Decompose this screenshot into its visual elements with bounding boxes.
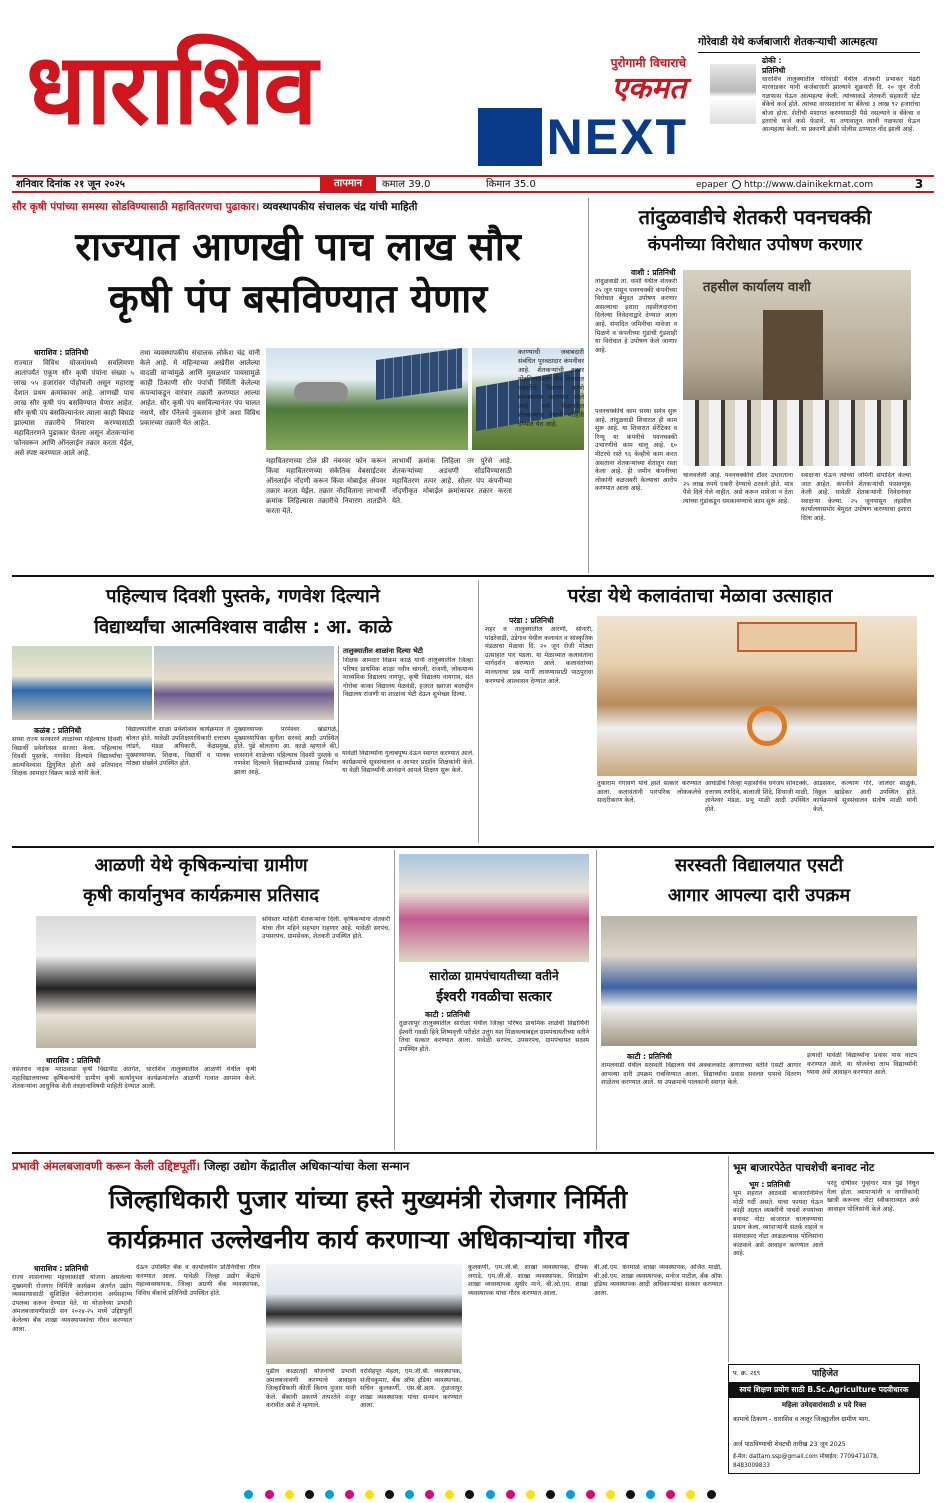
registration-dot: [506, 1490, 515, 1499]
school-side-box: [338, 646, 474, 748]
market-dateline: भूम : प्रतिनिधी: [749, 1180, 791, 1189]
collector-col-4: नरसिंहपूर मेहता, एम.जी.बी. व्यवस्थापक, संजीवकुमार, बँक ऑफ इंडिया व्यवस्थापक, सचिन कुलकर्णी, एस.बी.आय. तुळजापूर शाखा व्यवस्थापक यांचा सन्मान करण्यात आला.: [360, 1368, 462, 1410]
temperature-max: कमाल 39.0: [382, 179, 431, 190]
registration-dot: [405, 1490, 414, 1499]
collector-dateline: धाराशिव : प्रतिनिधी: [34, 1264, 89, 1273]
divider: [12, 1152, 934, 1154]
school-photo-1: [12, 646, 152, 720]
right-text-1: तांदुळवाडी ता. वाशी येथील शेतकरी २५ जून पासून पवनचक्की कंपनीच्या विरोधात बेमुदत उपोषण करणार असल्याचा इशारा तहसीलदारांना दिलेल्या निवेदनाद्वारे देण्यात आला आहे. संपादित जमिनीचा मावेजा न मिळणे व कंपनीच्या गुंडांची गुंडशाही या विरोधात हे उपोषण केले जाणार आहे.: [595, 278, 677, 354]
lead-col-2: तथा व्यवस्थापकीय संचालक लोकेश चंद्र यांनी केले आहे. मे महिन्याच्या अखेरीस आलेल्या वादळी वाऱ्यांमुळे आणि मुसळधार पावसामुळे काही ठिकाणी सौर पंपांची निर्मिती केलेल्या कंपन्यांकडून वारंवार तक्रारी करण्यात आल्या आहेत. सौर कृषी पंप बसविल्यानंतर पंप चालत नसणे, सौर पॅनेलचे नुकसान होणे अशा विविध प्रकारच्या तक्रारी येत आहेत.: [140, 349, 260, 427]
registration-dot: [285, 1490, 294, 1499]
school-side-text: शिक्षक आमदार विक्रम काळे यांनी तालुक्यातील जिल्हा परिषद प्राथमिक शाळा नवीन चांगली, रांजणी, लोकमान्य माध्यमिक विद्यालय नागपूर, कृषी विद्यालय नायगाव, संत गोरोबा काका विद्यालय येळवंडी, हजरत ख्वाजा बदरुद्दीन विद्यालय रांजणी या शाळांना भेटी देऊन शुभेच्छा दिल्या.: [343, 657, 473, 699]
registration-dot: [566, 1490, 575, 1499]
saroli-headline-2: ईश्वरी गवळीचा सत्कार: [436, 989, 552, 1005]
lead-headline-1: राज्यात आणखी पाच लाख सौर: [75, 225, 521, 270]
crowd-shape: [683, 400, 911, 466]
registration-dot: [305, 1490, 314, 1499]
masthead-brand: एकमत: [611, 71, 686, 106]
collector-col-1: राज्य शासनाच्या महत्त्वाकांक्षी योजना असलेल्या मुख्यमंत्री रोजगार निर्मिती कार्यक्रम अंतर्गत उद्योग व्यवसायासाठी सुशिक्षित बेरोजगारांना अर्थसहाय्य उपलब्ध करून देण्यात येते. या योजनेच्या प्रभावी अंमलबजावणीसाठी सन २०२४-२५ मध्ये उद्दिष्टपूर्ती केलेल्या बँक शाखा व्यवस्थापकांचा गौरव करण्यात आला.: [12, 1274, 132, 1333]
right-headline-2: कंपनीच्या विरोधात उपोषण करणार: [647, 235, 863, 255]
tehsil-office-photo: [683, 270, 911, 466]
lead-col-3: महावितरणच्या टोल फ्री नंबरवर फोन करून किंवा महावितरणच्या संकेतिक वेबसाईटवर ऑनलाईन नोंदणी करून किंवा मोबाईल ॲपवर तक्रार करता येईल. तक्रार नोंदविताना लाभार्थी क्रमांक लिहिल्यास तक्रारीचे निवारण तातडीने करता येते.: [266, 457, 386, 515]
paranda-dateline: परंडा : प्रतिनिधी: [509, 616, 554, 625]
collector-kicker-black: जिल्हा उद्योग केंद्रातील अधिकाऱ्यांचा केला सन्मान: [203, 1159, 410, 1173]
school-headline-2: विद्यार्थ्यांचा आत्मविश्वास वाढीस : आ. काळे: [94, 617, 392, 638]
paranda-caption-2: आघाडीचे जिल्हा महासचिव धनंजय सोनटक्के, दत्तात्रय रणदिवे, बालाजी शिंदे, शिवाजी माळी, ज्ञानेश्वर मंडळ, प्रभू माळी आदी उपस्थित होते.: [705, 780, 809, 813]
saroli-text: तुळजापूर तालुक्यातील सारोळा येथील जिल्हा परिषद प्राथमिक शाळेची विद्यार्थिनी ईश्वरी गवळी हिने शिष्यवृत्ती परीक्षेत उत्तुंग यश मिळवल्याबद्दल ग्रामपंचायतीच्या वतीने तिचा सत्कार करण्यात आला. यावेळी सरपंच, उपसरपंच, ग्रामपंचायत सदस्य उपस्थित होते.: [399, 1020, 589, 1053]
top-right-text: धाराशिव तालुक्यातील गोरेवाडी येथील शेतकरी प्रभाकर पंढरी मारवाडकर यांनी कर्जबाजारी झाल्याने शुक्रवारी दि. २० जून रोजी गळफास घेऊन आत्महत्या केली. त्यांच्याकडे शेतकरी सहकारी स्टेट बँकेचे कर्ज होते. त्यांच्या वारसदारांना या बँकेचा ३ लाख ९२ हजारांचा बोजा होता. शेतीची मशागत करण्यासाठी पैसे नसल्याने व बँकेचा व इतरांचे कर्ज कसे फेडावे, या तणावातून त्यांनी गळफास घेऊन आत्महत्या केली. या प्रकरणी ढोकी पोलीस ठाण्यात नोंद झाली आहे.: [762, 76, 920, 134]
school-side-head: तालुक्यातील शाळांना दिल्या भेटी: [343, 647, 423, 655]
school-dateline: कळंब : प्रतिनिधी: [34, 726, 82, 735]
right-text-4: स्वाक्षऱ्या घेऊन त्यांच्या जमिनी संपादित केल्या जात आहेत. कंपनीने शेतकऱ्यांची फसवणूक केली आहे. यावेळी शेतकऱ्यांनी निवेदनावर स्वाक्षऱ्या केल्या. २५ जूनपासून तहसील कार्यालयासमोर बेमुदत उपोषण करण्याचा इशारा दिला आहे.: [801, 472, 911, 522]
agri-headline-2: कृषी कार्यानुभव कार्यक्रमास प्रतिसाद: [83, 885, 319, 906]
job-ad-line-4: अर्ज पाठविण्याची शेवटची तारीख 23 जून 2025: [733, 1441, 846, 1448]
agri-story: [12, 850, 390, 1150]
registration-dot: [586, 1490, 595, 1499]
lead-dateline: धाराशिव : प्रतिनिधी: [34, 348, 89, 357]
saroli-story: [394, 850, 592, 1150]
school-col-1: सध्या राज्य सरकारने शाळांच्या पहिल्याच दिवशी विद्यार्थी प्रवेशोत्सव साजरा केला. पहिल्याच दिवशी पुस्तके, गणवेश दिल्याने विद्यार्थ्यांचा आत्मविश्वास द्विगुणित होतो असे प्रतिपादन शिक्षक आमदार विक्रम काळे यांनी केले.: [12, 736, 122, 778]
lead-headline-2: कृषी पंप बसविण्यात येणार: [108, 277, 488, 322]
registration-dot: [445, 1490, 454, 1499]
school-photo-2: [154, 646, 334, 720]
website-link[interactable]: http://www.dainikekmat.com: [744, 180, 874, 190]
masthead-title: धाराशिव: [26, 33, 316, 147]
market-text-2: परंतु दोषींवर गुन्हेगार मात्र पुढे निघून गेला होता. व्यापाऱ्यांनी व नागरिकांनी खात्री करूनच नोटा स्वीकाराव्यात असे आवाहन पोलिसांनी केले आहे.: [827, 1180, 919, 1213]
saroli-felicitation-photo: [399, 854, 589, 962]
registration-dot: [526, 1490, 535, 1499]
farmer-portrait: [710, 64, 756, 124]
paranda-text: शहर व तालुक्यातील आरणी, सोनारी, पांढरेवाडी, उंडेगाव येथील कलावंत व सांस्कृतिक मंडळाचा मेळावा दि. २० जून रोजी मोठ्या उत्साहात पार पडला. या मेळाव्यात कलावंतांना मार्गदर्शन करण्यात आले. कलावंतांच्या मानधनाचा प्रश्न मार्गी लावण्यासाठी पाठपुरावा करण्याचे आश्वासन देण्यात आले.: [485, 626, 593, 685]
registration-dot: [626, 1490, 635, 1499]
paranda-headline: परंडा येथे कलावंताचा मेळावा उत्साहात: [567, 585, 833, 607]
collector-headline-1: जिल्हाधिकारी पुजार यांच्या हस्ते मुख्यमंत्री रोजगार निर्मिती: [108, 1185, 628, 1214]
lead-kicker-red: सौर कृषी पंपांच्या समस्या सोडविण्यासाठी महावितरणचा पुढाकार।: [12, 201, 260, 213]
globe-icon: [732, 180, 741, 189]
byline: प्रतिनिधी: [762, 66, 786, 75]
issue-date: शनिवार दिनांक २१ जून २०२५: [16, 179, 125, 190]
school-col-2: विद्यालयातील शाळा प्रवेशोत्सव कार्यक्रमात ते बोलत होते. यावेळी उपशिक्षणाधिकारी दत्तात्रय लांडगे, मंडळ अधिकारी, केंद्रप्रमुख, मुख्याध्यापक, शिक्षक, विद्यार्थी व पालक मोठ्या संख्येने उपस्थित होते.: [126, 726, 230, 768]
registration-dot: [546, 1490, 555, 1499]
job-ad: [728, 1364, 920, 1474]
registration-dot: [666, 1490, 675, 1499]
collector-col-3: पुढील काळातही योजनांची प्रभावी अंमलबजावणी करण्याचे आवाहन जिल्हाधिकारी कीर्ती किरण पुजार यांनी केले. बँकांनी प्रकरणे तत्परतेने मंजूर करावीत असे ते म्हणाले.: [266, 1368, 356, 1410]
right-dateline: वाशी : प्रतिनिधी: [631, 268, 676, 277]
collector-story: [12, 1156, 724, 1476]
color-registration-strip: [80, 1484, 880, 1496]
agri-dateline: धाराशिव : प्रतिनिधी: [46, 1056, 101, 1065]
school-headline-1: पहिल्याच दिवशी पुस्तके, गणवेश दिल्याने: [106, 586, 380, 607]
right-story: [588, 198, 920, 573]
collector-headline-2: कार्यक्रमात उल्लेखनीय कार्य करणाऱ्या अधिकाऱ्यांचा गौरव: [107, 1225, 629, 1254]
temperature-min: किमान 35.0: [486, 179, 536, 190]
registration-dot: [646, 1490, 655, 1499]
market-text: भूम शहरात आठवडी बाजारानिमित्त मोठी गर्दी असते. याचा फायदा घेऊन काही अज्ञात व्यक्तींनी पाचशे रुपयांच्या बनावट नोटा बाजारात चालवण्याचा प्रयत्न केला. व्यापाऱ्यांनी सतर्क राहावे व संशयास्पद नोटा आढळल्यास पोलिसांना कळवावे असे आवाहन करण्यात आले आहे.: [733, 1190, 823, 1258]
st-story: [596, 850, 920, 1150]
lead-story: [12, 198, 584, 573]
lead-col-4: लाभार्थी क्रमांक लिहिला तर पुरेसे आहे. शेतकऱ्यांच्या अडचणी सोडविण्यासाठी महावितरण तत्पर आहे. सोलर पंप कंपनीच्या नोंदणीकृत मोबाईल क्रमांकावर तक्रार करता येते.: [392, 457, 512, 505]
solar-panel-shape: [376, 348, 462, 400]
school-col-3: मुख्याध्यापक परमेश्वर खंडागळे, मुख्याध्यापिका सुनीता सरवदे आदी उपस्थित होते. पुढे बोलताना आ. काळे म्हणाले की, शासनाने शाळेच्या पहिल्याच दिवशी पुस्तके व गणवेश दिल्याने विद्यार्थ्यांमध्ये उत्साह निर्माण झाला आहे.: [234, 726, 338, 776]
st-text: तामलवाडी येथील सरस्वती विद्यालय येथे अक्कलकोट आगाराच्या वतीने एसटी आगार आपल्या दारी उपक्रम राबविण्यात आला. विद्यार्थ्यांना प्रवास सवलत पासचे वितरण शाळेतच करण्यात आले. या उपक्रमाचे पालकांनी स्वागत केले.: [601, 1062, 801, 1087]
tehsil-sign: तहसील कार्यालय वाशी: [703, 280, 811, 295]
registration-dot: [486, 1490, 495, 1499]
temperature-label: तापमान: [320, 177, 376, 191]
page-number: 3: [914, 177, 924, 191]
registration-dot: [465, 1490, 474, 1499]
collector-kicker-red: प्रभावी अंमलबजावणी करून केली उद्दिष्टपूर्ती।: [12, 1159, 200, 1173]
school-story: [12, 580, 474, 843]
lead-col-1: राज्यात विविध योजनांमध्ये सवलिमणा आतापर्यंत एकूण सौर कृषी पंपांना संख्या ५ लाख ५५ हजारांवर पोहोचली असून महाराष्ट्र देशात प्रथम क्रमांकावर आहे. आणखी पाच लाख सौर कृषी पंप बसविण्यात येणार आहेत. सौर कृषी पंप बसविल्यानंतर त्याला काही बिघाड झाल्यास तक्रारीचे निवारण करण्यासाठी महावितरणने पुढाकार घेतला असून शेतकऱ्यांना फोनवरून आणि ऑनलाईन तक्रार करता येईल, असे स्पष्ट करण्यात आले आहे.: [14, 359, 134, 457]
st-text-2: इत्यादी यावेळी विद्यार्थ्यांना प्रवास पास वाटप करण्यात आले. या योजनेचा लाभ विद्यार्थ्यांनी घ्यावा असे आवाहन करण्यात आले.: [807, 1052, 917, 1077]
registration-dot: [425, 1490, 434, 1499]
registration-dot: [265, 1490, 274, 1499]
agri-headline-1: आळणी येथे कृषिकन्यांचा ग्रामीण: [94, 855, 308, 876]
agri-students-photo: [36, 916, 256, 1048]
st-students-photo: [601, 916, 917, 1046]
registration-dot: [686, 1490, 695, 1499]
next-logo: [478, 108, 688, 166]
artists-photo: [597, 616, 917, 776]
dateline: ढोकी :: [762, 56, 782, 65]
job-ad-ref: प. क्र. २६९: [733, 1369, 761, 1377]
divider: [12, 575, 934, 577]
st-headline-1: सरस्वती विद्यालयात एसटी: [674, 855, 844, 876]
registration-dot: [385, 1490, 394, 1499]
right-text-3: चालवलेली आहे. पवनचक्कीचे टॉवर उभारताना २५ लाख रुपये एकरी देण्याचे ठरवले होते. मात्र पैसे दिले गेले नाहीत. असे करून मावेजा न देता त्यांच्या गुंडांकडून धमकावण्याचे काम सुरू आहे.: [683, 472, 793, 505]
pipe-shape: [294, 382, 348, 402]
st-headline-2: आगार आपल्या दारी उपक्रम: [667, 885, 851, 906]
divider: [12, 846, 934, 848]
garland-shape: [747, 706, 787, 746]
agri-text-2: सविस्तर माहिती शेतकऱ्यांना दिली. कृषिकन्यांना शेतकरी यांचा तीन महिने सहभाग राहणार आहे. यावेळी सरपंच, उपसरपंच, ग्रामसेवक, शेतकरी उपस्थित होते.: [262, 916, 390, 941]
door-shape: [763, 310, 823, 400]
registration-dot: [345, 1490, 354, 1499]
lead-col-5: करण्याची जबाबदारी संबंधित पुरवठादार कंपनीवर आहे. शेतकऱ्यांची तक्रार नोंदविल्यानंतर तीन दिवसांत तक्रारीचे निवारण करणे बंधनकारक करण्यात आले आहे. सर्व केंद्रावरील शेतकऱ्यांना पंपाची माहिती देण्यात येत आहे.: [518, 348, 584, 428]
market-headline: भूम बाजारपेठेत पाचशेची बनावट नोट: [733, 1162, 875, 1174]
divider: [698, 52, 920, 53]
paranda-caption-3: आडसकर, कल्याण गोरे, जालंदर साळुंके, विठ्ठल खांडेकर आदी उपस्थित होते. कार्यक्रमाचे सूत्रसंचालन संतोष माळी यांनी केले.: [813, 780, 917, 813]
registration-dot: [707, 1490, 716, 1499]
st-dateline: काटी : प्रतिनिधी: [627, 1052, 672, 1061]
saroli-headline-1: सारोळा ग्रामपंचायतीच्या वतीने: [429, 969, 559, 983]
job-ad-line-3: कामाचे ठिकाण - धाराशिव व लातूर जिल्ह्यातील ग्रामीण भाग.: [733, 1416, 870, 1423]
collector-col-5: कुलकर्णी, एम.जी.बी. शाखा व्यवस्थापक, दीपक लगाडे, एम.जी.बी. शाखा व्यवस्थापक, शिराढोण शाखा व्यवस्थापक सुधीर माने, बी.ओ.एम. शाखा व्यवस्थापक यांचा गौरव करण्यात आला.: [468, 1264, 588, 1297]
registration-dot: [325, 1490, 334, 1499]
paranda-story: [478, 580, 920, 843]
collector-kicker: [12, 1156, 724, 1176]
registration-dot: [606, 1490, 615, 1499]
job-ad-line-5: ई-मेल: dattam.ssp@gmail.com मोबाईल: 7709471078, 8483009833: [733, 1454, 879, 1469]
top-right-headline: गोरेवाडी येथे कर्जबाजारी शेतकऱ्याची आत्महत्या: [698, 36, 878, 48]
collector-col-6: बी.ओ.एम. करमाळे शाखा व्यवस्थापक, अजित माळी, बी.ओ.एम. शाखा व्यवस्थापक, मनोज पाटील, बँक ऑफ इंडिया व्यवस्थापक आदी अधिकाऱ्यांचा सत्कार करण्यात आला.: [594, 1264, 722, 1297]
right-text-2: पवनचक्कीचे काम सध्या सर्वत्र सुरू आहे. तांदुळवाडी शिवारात ही काम सुरू आहे. या शिवारात सेरेंटिका व रिन्यू या कंपनीचे पवनचक्की उभारणीचे काम चालू आहे. ६० मीटरचे रस्ते ९६ केव्हीचे काम करत असताना शेतकऱ्यांच्या शेतातून रस्ता केला आहे. ही जमीन कंपनीच्या लोकांनी बळजबरी केल्याचा आरोप करण्यात आला आहे.: [595, 408, 677, 493]
lead-kicker: [12, 198, 584, 216]
collector-award-photo: [266, 1264, 462, 1364]
market-story: [728, 1156, 920, 1362]
registration-dot: [244, 1490, 253, 1499]
epaper-label: epaper: [696, 180, 728, 190]
agri-text: वसंतराव नाईक मराठवाडा कृषी विद्यापीठ अंतर्गत, धाराशिव तालुक्यातील आळणी येथील कृषी महाविद्यालयाच्या कृषिकन्यांनी ग्रामीण कृषी कार्यानुभव कार्यक्रमांतर्गत आळणी गावात आगमन केले. शेतकऱ्यांना आधुनिक शेती तंत्रज्ञानाविषयी माहिती देण्यात आली.: [12, 1066, 256, 1091]
masthead-tagline: पुरोगामी विचाराचे: [610, 56, 686, 70]
saroli-dateline: काटी : प्रतिनिधी: [425, 1010, 470, 1019]
school-col-4: यावेळी विद्यार्थ्यांना गुलाबपुष्प देऊन स्वागत करण्यात आले. कार्यक्रमाचे सूत्रसंचालन व आभार प्रदर्शन शिक्षकांनी केले. या वेळी विद्यार्थ्यांनी आनंदाने आपले शिक्षण सुरू केले.: [342, 750, 474, 775]
top-right-story: [698, 36, 920, 171]
paranda-caption-1: तुकाराम गंगावणे यांचे हस्ते सत्कार करण्यात आला. कलावंतांनी पारंपरिक लोककलेचे सादरीकरण केले.: [597, 780, 701, 805]
lead-kicker-black: व्यवस्थापकीय संचालक चंद्र यांची माहिती: [262, 201, 418, 213]
job-ad-line-1: स्वयं शिक्षण प्रयोग साठी B.Sc.Agriculture पदवीधारक: [729, 1382, 919, 1398]
next-logo-text: NEXT: [546, 109, 688, 165]
registration-dot: [365, 1490, 374, 1499]
solar-pump-photo: [266, 348, 468, 450]
banner-shape: [737, 622, 857, 652]
collector-col-2: देऊन उपस्थित बँक व कार्यालयीन प्रतिनिधींचा गौरव करण्यात आला. यावेळी जिल्हा उद्योग केंद्राचे महाव्यवस्थापक, जिल्हा अग्रणी बँक व्यवस्थापक, विविध बँकांचे प्रतिनिधी उपस्थित होते.: [136, 1264, 260, 1297]
job-ad-title: पाहिजेत: [811, 1369, 839, 1379]
right-headline-1: तांदुळवाडीचे शेतकरी पवनचक्की: [638, 205, 872, 229]
date-bar: [12, 175, 934, 193]
job-ad-line-2: महिला उमेदवारांसाठी ४ पदे रिक्त: [781, 1401, 867, 1409]
